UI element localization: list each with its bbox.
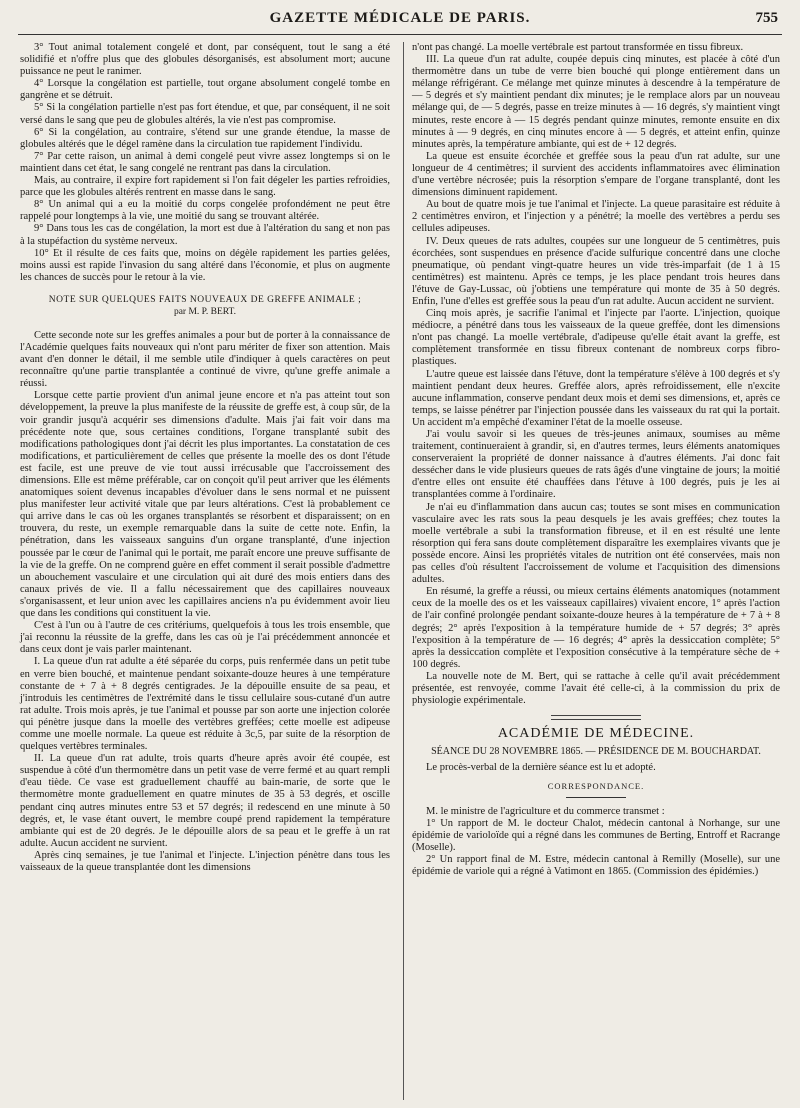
seance-line: SÉANCE DU 28 NOVEMBRE 1865. — PRÉSIDENCE DE M. BOUCHARDAT. bbox=[431, 746, 761, 758]
paragraph: 3° Tout animal totalement congelé et dont, par conséquent, tout le sang a été solidifié et n'offre plus que des globules désorganisés, est absolument mort; aucune puissance ne peut le ranimer. bbox=[20, 42, 390, 78]
paragraph: L'autre queue est laissée dans l'étuve, dont la température s'élève à 100 degrés et s'y maintient pendant deux heures. Greffée alors, après refroidissement, elle n'excite aucune inflammation, conserve pendant deux mois et demi ses dimensions, et, après ce temps, se laisse pénétrer par l'injection poussée dans les vaisseaux du rat qui la portait. Un accident m'a empêché d'examiner l'état de la moelle osseuse. bbox=[412, 368, 780, 428]
note-author: par M. P. BERT. bbox=[173, 306, 237, 317]
paragraph: III. La queue d'un rat adulte, coupée depuis cinq minutes, est placée à côté d'un thermomètre dans un tube de verre bien bouché qui plonge entièrement dans un mélange réfrigérant. Ce mélange met quinze minutes à descendre à la température de — 5 degrés et s'y maintient pendant dix minutes; je le remplace alors par un nouveau mélange qui, de — 5 degrés, passe en treize minutes à — 16 degrés, s'y maintient vingt minutes, reste encore à — 15 degrés pendant quinze minutes, remonte ensuite en dix minutes à — 9 degrés, en cinq minutes encore à — 5 degrés, et atteint enfin, quinze minutes après, la température ambiante, qui est de + 12 degrés. bbox=[412, 54, 780, 150]
paragraph: n'ont pas changé. La moelle vertébrale est partout transformée en tissu fibreux. bbox=[412, 42, 744, 53]
paragraph: 1° Un rapport de M. le docteur Chalot, médecin cantonal à Norhange, sur une épidémie de varioloïde qui a régné dans les communes de Berting, Entroff et Racrange (Moselle). bbox=[412, 817, 780, 853]
paragraph: La queue est ensuite écorchée et greffée sous la peau d'un rat adulte, sur une longueur de 4 centimètres; il survient des accidents inflammatoires avec élimination d'une vertèbre nécrosée; puis la résorption s'empare de l'organe transplanté, dont les dimensions diminuent rapidement. bbox=[412, 150, 780, 199]
paragraph: 10° Et il résulte de ces faits que, moins on dégèle rapidement les parties gelées, moins aussi est rapide l'invasion du sang altéré dans l'économie, et plus on augmente les chances de succès pour le retour à la vie. bbox=[20, 247, 390, 283]
paragraph: La nouvelle note de M. Bert, qui se rattache à celle qu'il avait précédemment présentée, est renvoyée, comme l'avait été celle-ci, à la commission du prix de physiologie expérimentale. bbox=[412, 670, 780, 707]
paragraph: Mais, au contraire, il expire fort rapidement si l'on fait dégeler les parties refroidies, parce que les globules altérés rentrent en masse dans le sang. bbox=[20, 175, 390, 199]
paragraph: 6° Si la congélation, au contraire, s'étend sur une grande étendue, la masse de globules altérés que le dégel ramène dans la circulation tue rapidement l'individu. bbox=[20, 126, 390, 150]
header-rule bbox=[18, 34, 782, 35]
correspondance-label: CORRESPONDANCE. bbox=[547, 781, 645, 792]
paragraph: 5° Si la congélation partielle n'est pas fort étendue, et que, par conséquent, il ne soit versé dans le sang que peu de globules altérés, la vie n'est pas compromise. bbox=[20, 102, 390, 126]
paragraph: Cinq mois après, je sacrifie l'animal et l'injecte par l'aorte. L'injection, quoique médiocre, a pénétré dans tous les vaisseaux de la queue greffée, dont les dimensions n'ont pas changé. La moelle vertébrale, d'adipeuse qu'elle était avant la greffe, est complètement transformée en tissu fibreux contenant de nombreux corps fibro-plastiques. bbox=[412, 308, 780, 368]
column-divider bbox=[403, 42, 404, 1100]
paragraph: 7° Par cette raison, un animal à demi congelé peut vivre assez longtemps si on le maintient dans cet état, le sang congelé ne rentrant pas dans la circulation. bbox=[20, 150, 390, 174]
page-number: 755 bbox=[755, 10, 778, 26]
paragraph: I. La queue d'un rat adulte a été séparée du corps, puis renfermée dans un petit tube en verre bien bouché, et maintenue pendant soixante-douze heures à une température constante de + 7 à + 8 degrés centigrades. Je la dépouille ensuite de sa peau, et j'introduis les centimètres de l'extrémité dans le tissu cellulaire sous-cutané d'un autre rat adulte. Trois mois après, je tue l'animal et pousse par son aorte une injection colorée qui pénètre jusque dans la moelle des vertèbres greffées; cette moelle est adipeuse comme une moelle normale. La queue est réduite à 3c,5, par suite de la résorption de quelques vertèbres terminales. bbox=[20, 656, 390, 753]
paragraph: Lorsque cette partie provient d'un animal jeune encore et n'a pas atteint tout son développement, la preuve la plus manifeste de la réussite de greffe est, à coup sûr, de la voir grandir jusqu'à acquérir ses dimensions d'adulte. Mais j'ai fait voir dans ma précédente note que, sous certaines conditions, l'organe transplanté subit des modifications pathologiques dont j'ai décrit les plus importantes. La constatation de ces modifications, et particulièrement de celles que présente la moelle des os dont l'étude est facile, est une preuve de vie tout aussi irrécusable que l'accroissement des dimensions. Elle est même préférable, car on conçoit qu'il peut arriver que les éléments anatomiques soient devenus incapables d'évoluer dans le sens normal et ne puissent plus manifester leur activité vitale que par leurs altérations. C'est là probablement ce qui arrive dans le cas où les organes transplantés se résorbent et disparaissent; on en trouvera, du reste, un exemple remarquable dans la suite de cette note. Enfin, la pénétration, dans les vaisseaux sanguins d'un organe transplanté, d'une injection poussée par le cœur de l'animal qui le portait, me paraît encore une preuve suffisante de la vie de la greffe. On ne comprend guère en effet comment il serait possible d'admettre un abouchement vasculaire et une circulation qui ait duré des mois entiers dans des canaux privés de vie. Il a fallu nécessairement que des capillaires nouveaux s'organisassent, et leur union avec les capillaires anciens n'a pu évidemment avoir lieu que dans les conditions qui constituent la vie. bbox=[20, 390, 390, 620]
paragraph: M. le ministre de l'agriculture et du commerce transmet : bbox=[426, 805, 665, 817]
note-title: NOTE SUR QUELQUES FAITS NOUVEAUX DE GREFFE ANIMALE ; bbox=[48, 294, 362, 305]
paragraph: Après cinq semaines, je tue l'animal et l'injecte. L'injection pénètre dans tous les vaisseaux de la queue transplantée dont les dimensions bbox=[20, 849, 390, 873]
paragraph: J'ai voulu savoir si les queues de très-jeunes animaux, soumises au même traitement, continueraient à grandir, si, en d'autres termes, leurs éléments anatomiques conserveraient la propriété de donner naissance à d'autres éléments. J'ai donc fait dessécher dans le vide plusieurs queues de rats âgés d'une vingtaine de jours; la moitié d'entre elles ont ensuite été chauffées dans l'étuve à 100 degrés, puis je les ai transplantées comme à l'ordinaire. bbox=[412, 429, 780, 501]
paragraph: En résumé, la greffe a réussi, ou mieux certains éléments anatomiques (notamment ceux de la moelle des os et les vaisseaux capillaires) vivaient encore, 1° après l'action de l'air confiné prolongée pendant soixante-douze heures à la température de + 7 à + 8 degrés; 2° après l'exposition à la température humide de + 57 degrés; 3° après l'exposition à la température de — 16 degrés; 4° après la dessiccation complète; 5° après la dessiccation complète et l'exposition consécutive à la température sèche de + 100 degrés. bbox=[412, 586, 780, 670]
paragraph: Cette seconde note sur les greffes animales a pour but de porter à la connaissance de l'Académie quelques faits nouveaux qui n'ont paru mériter de fixer son attention. Mais avant d'en donner le détail, il me semble utile d'indiquer à quels caractères on peut reconnaître qu'une partie transplantée a continué de vivre, qu'une greffe animale a réussi. bbox=[20, 329, 390, 390]
paragraph: C'est à l'un ou à l'autre de ces critériums, quelquefois à tous les trois ensemble, que j'ai reconnu la réussite de la greffe, dans les cas où je l'ai précédemment annoncée et dans ceux dont je vais parler maintenant. bbox=[20, 620, 390, 656]
masthead bbox=[0, 10, 800, 32]
right-column bbox=[412, 42, 780, 878]
paragraph: Je n'ai eu d'inflammation dans aucun cas; toutes se sont mises en communication vasculaire avec les rats sous la peau desquels je les avais greffées; chez toutes la moelle vertébrale a subi la transformation fibreuse, et il en est résulté une lente résorption qui fera sans doute complètement disparaître les exemplaires vivants que je possède encore. Ainsi les propriétés vitales de nutrition ont été conservées, mais non pas celles d'où résultent l'accroissement de volume et l'acquisition des dimensions adultes. bbox=[412, 501, 780, 586]
section-separator bbox=[551, 715, 641, 720]
short-rule bbox=[566, 797, 626, 798]
paragraph: 2° Un rapport final de M. Estre, médecin cantonal à Remilly (Moselle), sur une épidémie de variole qui a régné à Vatimont en 1865. (Commission des épidémies.) bbox=[412, 853, 780, 877]
paragraph: 9° Dans tous les cas de congélation, la mort est due à l'altération du sang et non pas à la stupéfaction du système nerveux. bbox=[20, 223, 390, 247]
left-column bbox=[20, 42, 390, 874]
paragraph: IV. Deux queues de rats adultes, coupées sur une longueur de 5 centimètres, puis écorchées, sont suspendues en présence d'acide sulfurique concentré dans une cloche pneumatique, où pendant vingt-quatre heures un vide très-imparfait (de 1 à 15 centimètres) est maintenu. Après ce temps, je les place pendant trois heures dans l'étuve de Gay-Lussac, où j'obtiens une température qui monte de 35 à 50 degrés. Enfin, l'une d'elles est greffée sous la peau d'un rat adulte. Aucun accident ne survient. bbox=[412, 235, 780, 307]
note-heading bbox=[20, 294, 390, 318]
journal-title: GAZETTE MÉDICALE DE PARIS. bbox=[269, 10, 531, 26]
paragraph: II. La queue d'un rat adulte, trois quarts d'heure après avoir été coupée, est suspendue à côté d'un thermomètre dans un petit vase de verre fermé et au quart rempli d'eau tiède. Ce vase est graduellement chauffé au bain-marie, de sorte que le thermomètre monte graduellement en quatre minutes de 35 à 53 degrés, et oscille pendant cinq autres minutes entre 53 et 57 degrés; il redescend en une minute à 50 degrés, et, le vase étant ouvert, le membre coupé prend rapidement la température ambiante qui est de 20 degrés. Je le dépouille alors de sa peau et le greffe à un rat adulte. Aucun accident ne survient. bbox=[20, 753, 390, 849]
paragraph: 4° Lorsque la congélation est partielle, tout organe absolument congelé tombe en gangrène et se détruit. bbox=[20, 78, 390, 102]
paragraph: Le procès-verbal de la dernière séance est lu et adopté. bbox=[426, 762, 656, 774]
paragraph: 8° Un animal qui a eu la moitié du corps congelée profondément ne peut être rappelé pour longtemps à la vie, une moitié du sang se trouvant altérée. bbox=[20, 199, 390, 223]
paragraph: Au bout de quatre mois je tue l'animal et l'injecte. La queue parasitaire est réduite à 2 centimètres environ, et l'injection y a pénétré; la moelle des vertèbres a perdu ses cellules adipeuses. bbox=[412, 199, 780, 235]
academy-heading: ACADÉMIE DE MÉDECINE. bbox=[497, 726, 695, 742]
